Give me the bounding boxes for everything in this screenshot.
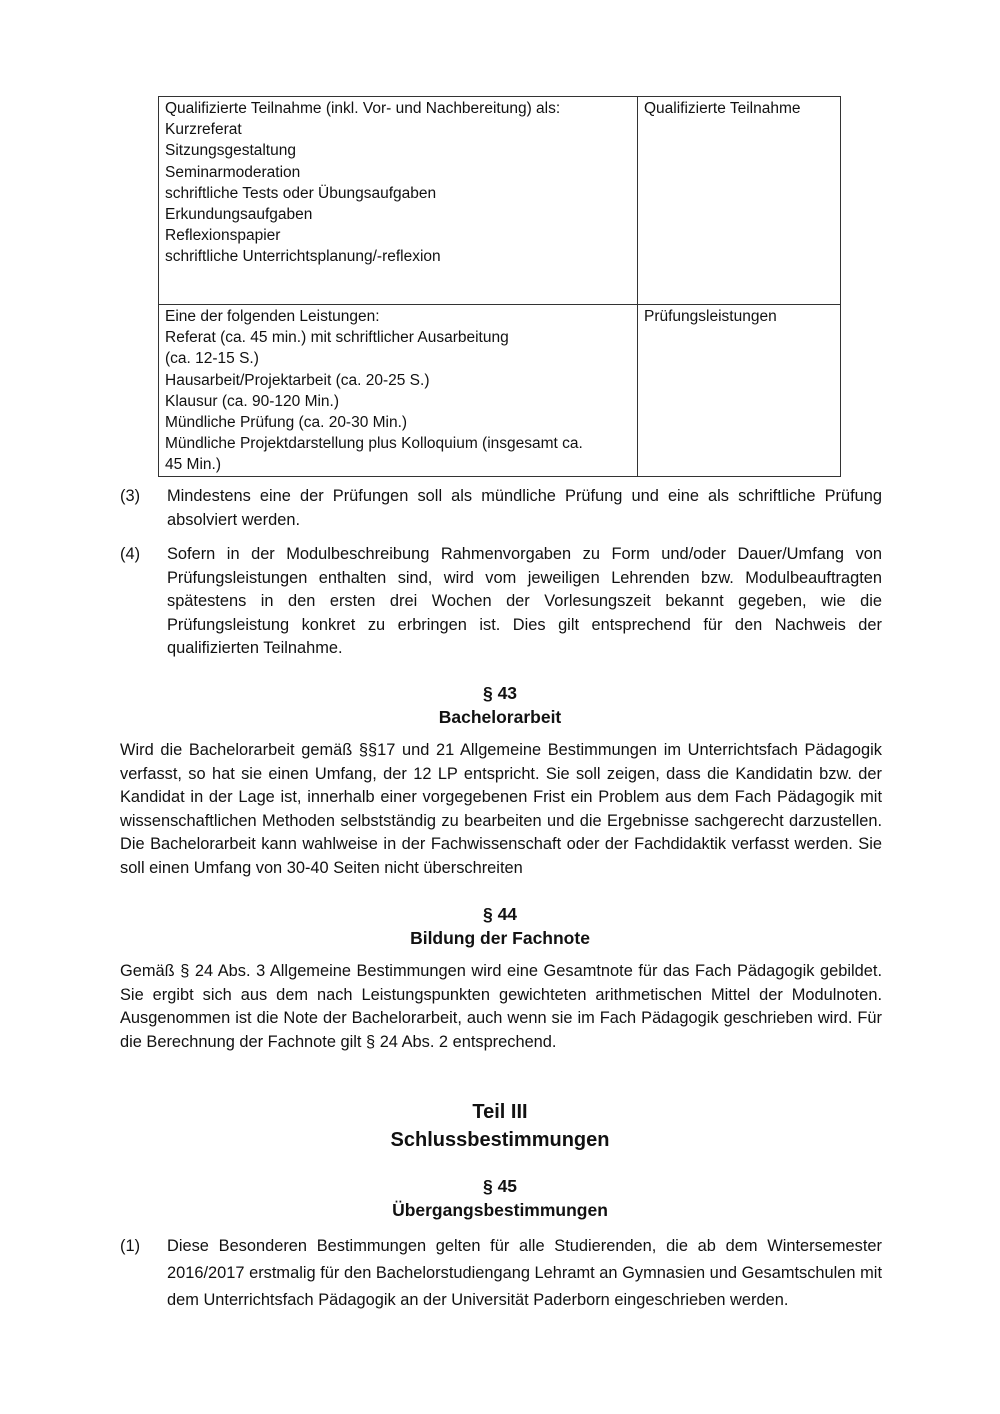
- table-row: [159, 97, 841, 305]
- section-number: § 44: [482, 904, 518, 924]
- clause-number: (1): [120, 1237, 141, 1255]
- clause-number: (3): [120, 487, 141, 505]
- section-45-heading: [0, 1174, 1000, 1222]
- clause-45-1: [120, 1233, 882, 1314]
- part-subtitle: Schlussbestimmungen: [390, 1129, 610, 1151]
- section-43-heading: [0, 681, 1000, 729]
- cell-line: Prüfungsleistungen: [644, 308, 777, 325]
- cell-line: Kurzreferat: [165, 121, 242, 139]
- cell-line: Qualifizierte Teilnahme (inkl. Vor- und Nachbereitung) als:: [165, 100, 561, 117]
- cell-line: Erkundungsaufgaben: [165, 206, 313, 224]
- section-title: Bildung der Fachnote: [410, 928, 590, 948]
- cell-line: Reflexionspapier: [165, 227, 281, 245]
- cell-line: Qualifizierte Teilnahme: [644, 100, 801, 117]
- cell-line: schriftliche Tests oder Übungsaufgaben: [165, 184, 437, 202]
- section-44-text: Gemäß § 24 Abs. 3 Allgemeine Bestimmungen wird eine Gesamtnote für das Fach Pädagogik gebildet. Sie ergibt sich aus dem nach Leistungspunkten gewichteten arithmetischen Mittel der Modulnoten. Ausgenommen ist die Note der Bachelorarbeit, auch wenn sie im Fach Pädagogik geschrieben wird. Für die Berechnung der Fachnote gilt § 24 Abs. 2 entsprechend.: [120, 962, 882, 1051]
- cell-line: Seminarmoderation: [165, 163, 301, 181]
- clause-3: [120, 485, 882, 532]
- cell-line: Hausarbeit/Projektarbeit (ca. 20-25 S.): [165, 371, 430, 389]
- table-cell-type: [638, 305, 841, 477]
- clause-4: [120, 543, 882, 661]
- cell-line: Klausur (ca. 90-120 Min.): [165, 392, 340, 410]
- table-cell-type: [638, 97, 841, 305]
- section-44-heading: [0, 902, 1000, 950]
- clause-text: Sofern in der Modulbeschreibung Rahmenvorgaben zu Form und/oder Dauer/Umfang von Prüfungsleistungen enthalten sind, wird vom jeweiligen Lehrenden bzw. Modulbeauftragten spätestens in den ersten drei Wochen der Vorlesungszeit bekannt gegeben, wie die Prüfungsleistung konkret zu erbringen ist. Dies gilt entsprechend für den Nachweis der qualifizierten Teilnahme.: [167, 545, 882, 658]
- table-row: [159, 305, 841, 477]
- section-title: Bachelorarbeit: [438, 707, 562, 727]
- cell-line: Mündliche Prüfung (ca. 20-30 Min.): [165, 414, 408, 432]
- section-number: § 45: [482, 1176, 518, 1196]
- cell-line: Referat (ca. 45 min.) mit schriftlicher Ausarbeitung: [165, 329, 509, 347]
- section-43-text: Wird die Bachelorarbeit gemäß §§17 und 21 Allgemeine Bestimmungen im Unterrichtsfach Pädagogik verfasst, so hat sie einen Umfang, der 12 LP entspricht. Sie soll zeigen, dass die Kandidatin bzw. der Kandidat in der Lage ist, innerhalb einer vorgegebenen Frist ein Problem aus dem Fach Pädagogik mit wissenschaftlichen Methoden selbstständig zu bearbeiten und die Ergebnisse sachgerecht darzustellen. Die Bachelorarbeit kann wahlweise in der Fachwissenschaft oder der Fachdidaktik verfasst werden. Sie soll einen Umfang von 30-40 Seiten nicht überschreiten: [120, 741, 882, 877]
- clause-text: Mindestens eine der Prüfungen soll als mündliche Prüfung und eine als schriftliche Prüfung absolviert werden.: [167, 487, 882, 529]
- table-cell-requirements: [159, 305, 638, 477]
- clause-text: Diese Besonderen Bestimmungen gelten für alle Studierenden, die ab dem Wintersemester 2016/2017 erstmalig für den Bachelorstudiengang Lehramt an Gymnasien und Gesamtschulen mit dem Unterrichtsfach Pädagogik an der Universität Paderborn eingeschrieben werden.: [167, 1237, 882, 1309]
- cell-line: Sitzungsgestaltung: [165, 142, 296, 160]
- cell-line: Eine der folgenden Leistungen:: [165, 308, 380, 325]
- cell-line: Mündliche Projektdarstellung plus Kolloquium (insgesamt ca. 45 Min.): [165, 435, 583, 474]
- exam-requirements-table: [158, 96, 841, 477]
- table-cell-requirements: [159, 97, 638, 305]
- cell-line: (ca. 12-15 S.): [165, 350, 259, 368]
- clause-number: (4): [120, 545, 141, 563]
- part-3-heading: [0, 1098, 1000, 1154]
- part-title: Teil III: [472, 1101, 528, 1123]
- section-number: § 43: [482, 683, 518, 703]
- cell-line: schriftliche Unterrichtsplanung/-reflexion: [165, 248, 441, 266]
- section-title: Übergangsbestimmungen: [392, 1200, 608, 1220]
